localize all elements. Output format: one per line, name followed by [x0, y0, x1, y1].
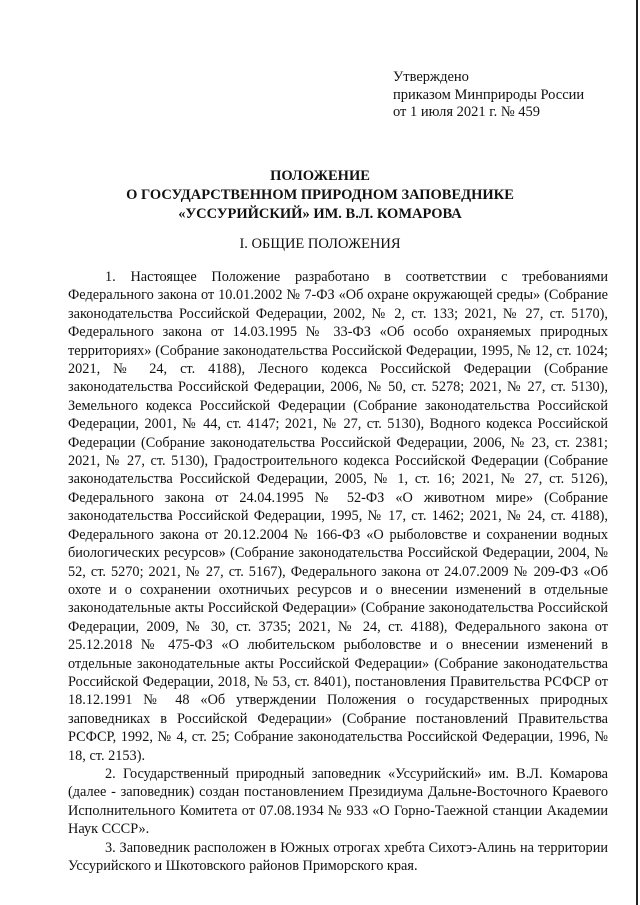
title-line-1: ПОЛОЖЕНИЕ [270, 168, 370, 184]
document-body [68, 268, 608, 875]
paragraph-2: 2. Государственный природный заповедник «Уссурийский» им. В.Л. Комарова (далее - заповедник) создан постановлением Президиума Дальне-Восточного Краевого Исполнительного Комитета от 07.08.1934 № 933 «О Горно-Таежной станции Академии Наук СССР». [68, 765, 608, 838]
scan-edge-line [636, 0, 638, 905]
approval-line-3: от 1 июля 2021 г. № 459 [393, 104, 541, 120]
section-heading: I. ОБЩИЕ ПОЛОЖЕНИЯ [239, 236, 401, 252]
approval-line-2: приказом Минприроды России [393, 86, 585, 103]
document-title [0, 167, 640, 224]
paragraph-3: 3. Заповедник расположен в Южных отрогах хребта Сихотэ-Алинь на территории Уссурийского и Шкотовского районов Приморского края. [68, 839, 608, 874]
paragraph-1: 1. Настоящее Положение разработано в соответствии с требованиями Федерального закона от 10.01.2002 № 7-ФЗ «Об охране окружающей среды» (Собрание законодательства Российской Федерации, 2002, № 2, ст. 133; 2021, № 27, ст. 5170), Федерального закона от 14.03.1995 № 33-ФЗ «Об особо охраняемых природных территориях» (Собрание законодательства Российской Федерации, 1995, № 12, ст. 1024; 2021, № 24, ст. 4188), Лесного кодекса Российской Федерации (Собрание законодательства Российской Федерации, 2006, № 50, ст. 5278; 2021, № 27, ст. 5130), Земельного кодекса Российской Федерации (Собрание законодательства Российской Федерации, 2001, № 44, ст. 4147; 2021, № 27, ст. 5130), Водного кодекса Российской Федерации (Собрание законодательства Российской Федерации, 2006, № 23, ст. 2381; 2021, № 27, ст. 5130), Градостроительного кодекса Российской Федерации (Собрание законодательства Российской Федерации, 2005, № 1, ст. 16; 2021, № 27, ст. 5126), Федерального закона от 24.04.1995 № 52-ФЗ «О животном мире» (Собрание законодательства Российской Федерации, 1995, № 17, ст. 1462; 2021, № 24, ст. 4188), Федерального закона от 20.12.2004 № 166-ФЗ «О рыболовстве и сохранении водных биологических ресурсов» (Собрание законодательства Российской Федерации, 2004, № 52, ст. 5270; 2021, № 27, ст. 5167), Федерального закона от 24.07.2009 № 209-ФЗ «Об охоте и о сохранении охотничьих ресурсов и о внесении изменений в отдельные законодательные акты Российской Федерации» (Собрание законодательства Российской Федерации, 2009, № 30, ст. 3735; 2021, № 24, ст. 4188), Федерального закона от 25.12.2018 № 475-ФЗ «О любительском рыболовстве и о внесении изменений в отдельные законодательные акты Российской Федерации» (Собрание законодательства Российской Федерации, 2018, № 53, ст. 8401), постановления Правительства РСФСР от 18.12.1991 № 48 «Об утверждении Положения о государственных природных заповедниках в Российской Федерации» (Собрание постановлений Правительства РСФСР, 1992, № 4, ст. 25; Собрание законодательства Российской Федерации, 1996, № 18, ст. 2153). [68, 269, 608, 764]
title-line-2: О ГОСУДАРСТВЕННОМ ПРИРОДНОМ ЗАПОВЕДНИКЕ [126, 187, 514, 203]
title-line-3: «УССУРИЙСКИЙ» ИМ. В.Л. КОМАРОВА [178, 206, 462, 222]
approval-line-1: Утверждено [393, 69, 469, 85]
approval-block [393, 69, 584, 122]
